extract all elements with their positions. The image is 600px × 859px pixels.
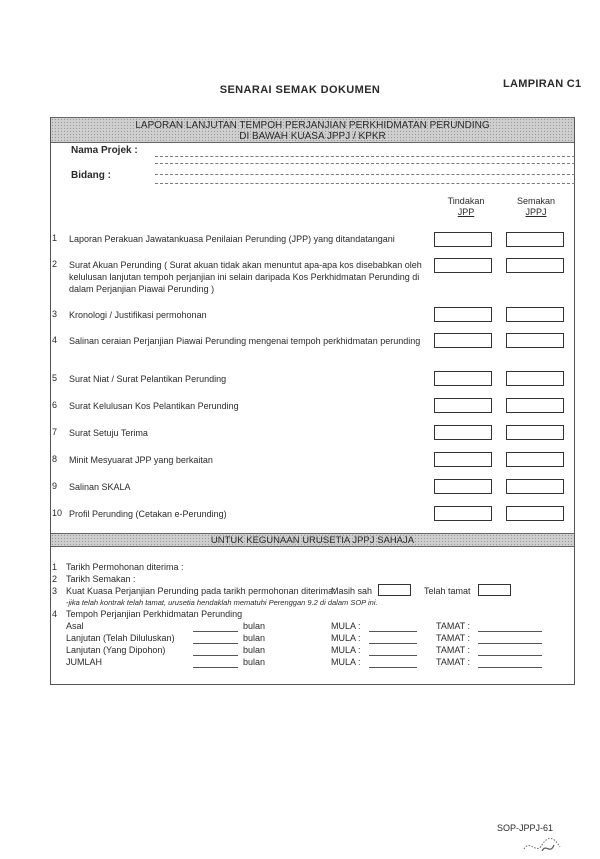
line-number: 4 — [52, 609, 58, 619]
checkbox-tindakan-jpp[interactable] — [434, 371, 492, 386]
checkbox-tindakan-jpp[interactable] — [434, 479, 492, 494]
bulan-input-line[interactable] — [193, 667, 238, 668]
bidang-line-1[interactable] — [155, 174, 575, 175]
item-number: 4 — [52, 335, 58, 345]
column-header-tindakan — [436, 196, 496, 218]
section-header-line-2: DI BAWAH KUASA JPPJ / KPKR — [239, 131, 386, 142]
item-text: Salinan ceraian Perjanjian Piawai Perunding mengenai tempoh perkhidmatan perunding — [69, 336, 421, 346]
mula-label: MULA : — [331, 621, 361, 631]
checkbox-semakan-jppj[interactable] — [506, 452, 564, 467]
checkbox-tindakan-jpp[interactable] — [434, 425, 492, 440]
checkbox-semakan-jppj[interactable] — [506, 506, 564, 521]
line-number: 3 — [52, 586, 58, 596]
mula-input-line[interactable] — [369, 655, 417, 656]
masih-sah-checkbox[interactable] — [378, 584, 411, 596]
telah-tamat-label: Telah tamat — [424, 586, 471, 596]
mula-input-line[interactable] — [369, 667, 417, 668]
mula-label: MULA : — [331, 657, 361, 667]
tempoh-row-label: Lanjutan (Telah Diluluskan) — [66, 633, 175, 643]
tamat-input-line[interactable] — [478, 643, 542, 644]
mula-input-line[interactable] — [369, 631, 417, 632]
tarikh-semakan-label: Tarikh Semakan : — [66, 574, 136, 584]
section-header-laporan — [51, 117, 574, 143]
item-text: Kronologi / Justifikasi permohonan — [69, 310, 207, 320]
line-number: 1 — [52, 562, 58, 572]
item-text: Minit Mesyuarat JPP yang berkaitan — [69, 455, 213, 465]
bidang-line-2[interactable] — [155, 183, 575, 184]
bidang-label: Bidang : — [71, 170, 111, 181]
kuat-kuasa-label: Kuat Kuasa Perjanjian Perunding pada tarikh permohonan diterima: — [66, 586, 336, 596]
item-number: 6 — [52, 400, 58, 410]
section-header-urusetia: UNTUK KEGUNAAN URUSETIA JPPJ SAHAJA — [51, 533, 574, 547]
checkbox-tindakan-jpp[interactable] — [434, 307, 492, 322]
checkbox-tindakan-jpp[interactable] — [434, 506, 492, 521]
item-text: Salinan SKALA — [69, 482, 131, 492]
checkbox-tindakan-jpp[interactable] — [434, 398, 492, 413]
item-text: Profil Perunding (Cetakan e-Perunding) — [69, 509, 227, 519]
tempoh-row-label: Asal — [66, 621, 84, 631]
checkbox-semakan-jppj[interactable] — [506, 398, 564, 413]
tempoh-perjanjian-label: Tempoh Perjanjian Perkhidmatan Perunding — [66, 609, 243, 619]
sop-note: -jika telah kontrak telah tamat, urusetia hendaklah mematuhi Perenggan 9.2 di dalam SOP ini. — [66, 598, 378, 607]
telah-tamat-checkbox[interactable] — [478, 584, 511, 596]
item-number: 8 — [52, 454, 58, 464]
checkbox-semakan-jppj[interactable] — [506, 307, 564, 322]
bulan-input-line[interactable] — [193, 655, 238, 656]
column-header-tindakan-line-2: JPP — [457, 207, 475, 217]
tamat-label: TAMAT : — [436, 657, 471, 667]
bulan-label: bulan — [243, 621, 266, 631]
tamat-input-line[interactable] — [478, 631, 542, 632]
tarikh-permohonan-label: Tarikh Permohonan diterima : — [66, 562, 184, 572]
item-text: Surat Kelulusan Kos Pelantikan Perunding — [69, 401, 239, 411]
column-header-semakan-line-2: JPPJ — [525, 207, 547, 217]
checkbox-tindakan-jpp[interactable] — [434, 452, 492, 467]
tamat-label: TAMAT : — [436, 621, 471, 631]
item-number: 10 — [52, 508, 63, 518]
item-number: 3 — [52, 309, 58, 319]
checkbox-tindakan-jpp[interactable] — [434, 258, 492, 273]
column-header-semakan — [506, 196, 566, 218]
bulan-label: bulan — [243, 633, 266, 643]
nama-projek-label: Nama Projek : — [71, 145, 138, 156]
item-number: 7 — [52, 427, 58, 437]
masih-sah-label: Masih sah — [331, 586, 373, 596]
item-number: 1 — [52, 233, 58, 243]
item-number: 2 — [52, 259, 58, 269]
nama-projek-line-1[interactable] — [155, 156, 575, 157]
document-code: SOP-JPPJ-61 — [497, 823, 554, 833]
checkbox-semakan-jppj[interactable] — [506, 425, 564, 440]
appendix-label: LAMPIRAN C1 — [503, 78, 582, 90]
checkbox-semakan-jppj[interactable] — [506, 371, 564, 386]
checkbox-semakan-jppj[interactable] — [506, 333, 564, 348]
tamat-input-line[interactable] — [478, 667, 542, 668]
item-number: 5 — [52, 373, 58, 383]
mula-label: MULA : — [331, 633, 361, 643]
mula-label: MULA : — [331, 645, 361, 655]
bulan-input-line[interactable] — [193, 643, 238, 644]
bulan-label: bulan — [243, 657, 266, 667]
item-text: Laporan Perakuan Jawatankuasa Penilaian Perunding (JPP) yang ditandatangani — [69, 234, 395, 244]
tempoh-row-label: JUMLAH — [66, 657, 103, 667]
item-text: Surat Akuan Perunding ( Surat akuan tidak akan menuntut apa-apa kos disebabkan oleh kelulusan lanjutan tempoh perjanjian ini selain daripada Kos Perkhidmatan Perunding di dalam Perjanjian Piawai Perunding ) — [69, 260, 422, 294]
checkbox-semakan-jppj[interactable] — [506, 258, 564, 273]
nama-projek-line-2[interactable] — [155, 163, 575, 164]
column-header-tindakan-line-1: Tindakan — [447, 196, 485, 206]
section-header-line-1: LAPORAN LANJUTAN TEMPOH PERJANJIAN PERKHIDMATAN PERUNDING — [135, 120, 490, 131]
column-header-semakan-line-1: Semakan — [516, 196, 556, 206]
mula-input-line[interactable] — [369, 643, 417, 644]
tamat-label: TAMAT : — [436, 633, 471, 643]
item-number: 9 — [52, 481, 58, 491]
checkbox-tindakan-jpp[interactable] — [434, 232, 492, 247]
tamat-label: TAMAT : — [436, 645, 471, 655]
checkbox-semakan-jppj[interactable] — [506, 232, 564, 247]
tamat-input-line[interactable] — [478, 655, 542, 656]
tempoh-row-label: Lanjutan (Yang Dipohon) — [66, 645, 166, 655]
item-text: Surat Setuju Terima — [69, 428, 148, 438]
checkbox-tindakan-jpp[interactable] — [434, 333, 492, 348]
document-title: SENARAI SEMAK DOKUMEN — [219, 84, 381, 96]
checkbox-semakan-jppj[interactable] — [506, 479, 564, 494]
bulan-input-line[interactable] — [193, 631, 238, 632]
handwritten-initial — [520, 833, 568, 859]
bulan-label: bulan — [243, 645, 266, 655]
item-text: Surat Niat / Surat Pelantikan Perunding — [69, 374, 227, 384]
line-number: 2 — [52, 574, 58, 584]
